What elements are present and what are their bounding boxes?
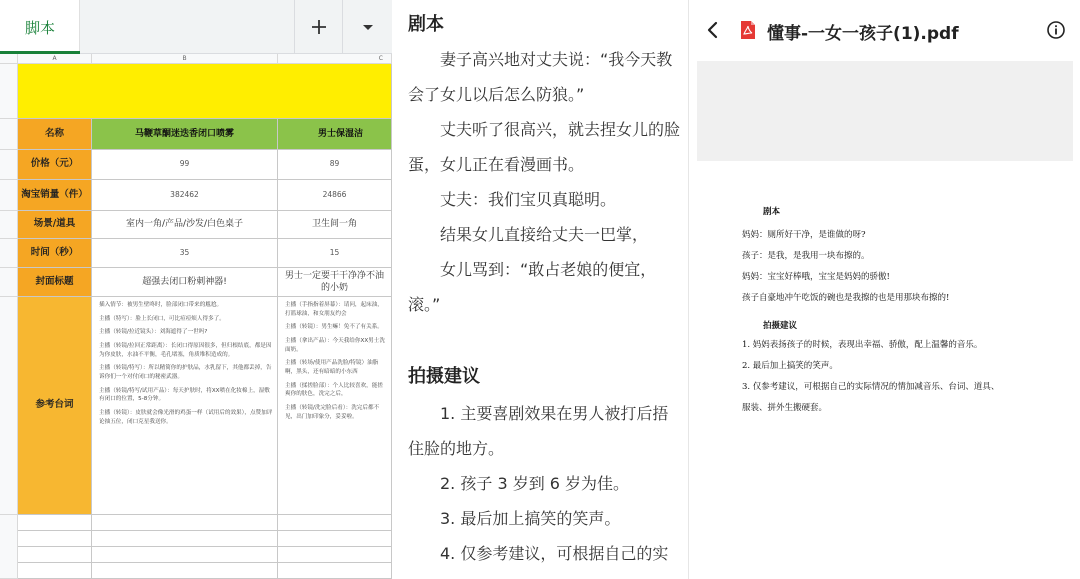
- empty-cell[interactable]: [18, 563, 92, 579]
- column-header-c[interactable]: C: [278, 54, 392, 64]
- pdf-header-bar: [689, 0, 1080, 60]
- product-a-sales[interactable]: 382462: [92, 180, 278, 211]
- back-arrow-icon: [701, 18, 725, 42]
- product-b-time[interactable]: 15: [278, 239, 392, 268]
- doc-section-heading: 拍摄建议: [408, 366, 480, 387]
- empty-cell[interactable]: [278, 515, 392, 531]
- sheet-grid: [0, 54, 392, 579]
- doc-paragraph: 结果女儿直接给丈夫一巴掌，: [440, 225, 649, 244]
- doc-list-item: 1. 主要喜剧效果在男人被打后捂住脸的地方。: [408, 404, 669, 458]
- info-button[interactable]: [1046, 20, 1066, 40]
- doc-paragraph: 女儿骂到：“敢占老娘的便宜，滚。”: [408, 260, 657, 314]
- empty-cell[interactable]: [278, 547, 392, 563]
- script-line: 主播（转镜/特写）：所以精简你的护肤品，水乳留下，其他都丢掉，告诉你们一个对付闭口的秘密武器。: [99, 365, 272, 380]
- script-line: 主播（特写）：脸上长闭口，可比痘痘烦人得多了。: [99, 315, 225, 322]
- product-b-sales[interactable]: 24866: [278, 180, 392, 211]
- script-line: 主播（转镜）：皮肤就会像光滑的鸡蛋一样（试用后的效果），点赞加评论抽五位，闭口克星我送你。: [99, 409, 273, 425]
- pdf-list-item: 2. 最后加上搞笑的笑声。: [742, 361, 838, 371]
- empty-cell[interactable]: [92, 547, 278, 563]
- banner-cell[interactable]: [18, 64, 392, 119]
- doc-list-item: 2. 孩子 3 岁到 6 岁为佳。: [440, 474, 630, 493]
- product-a-scene[interactable]: 室内一角/产品/沙发/白色桌子: [92, 211, 278, 239]
- label-script[interactable]: 参考台词: [18, 297, 92, 515]
- product-b-cover[interactable]: [278, 268, 392, 297]
- pdf-dialog-line: 孩子：是我，是我用一块布擦的。: [742, 251, 870, 261]
- product-a-price[interactable]: 99: [92, 150, 278, 180]
- pdf-file-icon: [739, 20, 757, 40]
- script-line: 主播（拿出产品）：今天我给你XX男士洗面奶。: [285, 337, 385, 353]
- empty-cell[interactable]: [18, 547, 92, 563]
- script-line: 主播（揉搓脸部）：个人比较喜欢，能搓爽你的肤色，洗完之后，: [285, 382, 383, 398]
- pdf-page-heading: 剧本: [763, 207, 781, 217]
- pdf-viewer-panel: [688, 0, 1080, 579]
- script-line: 主播（转镜/洗完脸后看）：洗完后都不见，出门加印象分，妥妥啦。: [285, 404, 380, 420]
- row-header[interactable]: [0, 211, 18, 239]
- add-sheet-button[interactable]: [294, 0, 342, 54]
- product-b-name[interactable]: 男士保湿洁: [278, 119, 392, 150]
- script-line: 主播（手指指着屏幕）：请问，起床油，打篮球油，和女朋友约会: [285, 302, 383, 317]
- pdf-title: 懂事-一女一孩子(1).pdf: [767, 24, 959, 44]
- pdf-dialog-line: 孩子自豪地冲午吃饭的碗也是我擦的也是用那块布擦的!: [742, 293, 950, 303]
- dropdown-icon: [361, 22, 375, 32]
- back-button[interactable]: [701, 18, 725, 42]
- empty-cell[interactable]: [92, 515, 278, 531]
- sheet-toolbar: [0, 0, 392, 54]
- script-line: 主播（转镜/特写/试用产品）：每天护肤时，将XX喷在化妆棉上，湿敷有闭口的位置，5-8分钟。: [99, 387, 270, 403]
- pdf-section-heading: 拍摄建议: [763, 321, 798, 331]
- doc-list-item: 3. 最后加上搞笑的笑声。: [440, 509, 621, 528]
- empty-cell[interactable]: [278, 531, 392, 547]
- pdf-list-item: 1. 妈妈表扬孩子的时候，表现出幸福、骄傲，配上温馨的音乐。: [742, 340, 983, 350]
- empty-cell[interactable]: [278, 563, 392, 579]
- pdf-page-content: [729, 205, 1059, 419]
- row-header[interactable]: [0, 150, 18, 180]
- label-time[interactable]: 时间（秒）: [18, 239, 92, 268]
- document-panel: [392, 0, 688, 579]
- row-header[interactable]: [0, 64, 18, 119]
- pdf-page-gap: [697, 61, 1073, 161]
- script-line: 主播（转场/使用产品洗脸/特镜）油脂啊，黑头，还有暗暗的小东西: [285, 360, 379, 375]
- empty-cell[interactable]: [18, 515, 92, 531]
- product-a-time[interactable]: 35: [92, 239, 278, 268]
- product-b-scene[interactable]: 卫生间一角: [278, 211, 392, 239]
- row-header[interactable]: [0, 515, 18, 579]
- column-header-a[interactable]: A: [18, 54, 92, 64]
- product-b-cover-line2: 的小奶: [320, 283, 348, 293]
- doc-paragraph: 丈夫听了很高兴，就去捏女儿的脸蛋，女儿正在看漫画书。: [408, 120, 681, 174]
- pdf-dialog-line: 妈妈：厕所好干净，是谁做的呀?: [742, 230, 866, 240]
- sheet-tab-script[interactable]: [0, 0, 80, 54]
- product-b-price[interactable]: 89: [278, 150, 392, 180]
- doc-paragraph: 妻子高兴地对丈夫说：“我今天教会了女儿以后怎么防狼。”: [408, 50, 673, 104]
- row-header[interactable]: [0, 119, 18, 150]
- row-header[interactable]: [0, 180, 18, 211]
- script-line: 主播（转镜/拉回正常距离）：长闭口得原因很多，但归根结底，都是因为你皮肤，水油不平衡，毛孔堵塞，角质堆积造成的。: [99, 342, 272, 358]
- sheet-tab-label: 脚本: [24, 19, 55, 37]
- doc-paragraph: 丈夫：我们宝贝真聪明。: [440, 190, 617, 209]
- label-cover[interactable]: 封面标题: [18, 268, 92, 297]
- product-b-script[interactable]: [278, 297, 392, 515]
- sheet-menu-button[interactable]: [342, 0, 392, 54]
- script-line: 插入情节：被男生壁咚时，脸部闭口带来的尴尬。: [99, 302, 223, 308]
- doc-heading: 剧本: [408, 14, 444, 35]
- empty-cell[interactable]: [92, 531, 278, 547]
- product-a-script[interactable]: [92, 297, 278, 515]
- product-b-cover-line1: 男士一定要干干净净不油: [284, 270, 384, 281]
- label-name[interactable]: 名称: [18, 119, 92, 150]
- doc-list-item: 4. 仅参考建议，可根据自己的实: [440, 544, 669, 563]
- corner-cell[interactable]: [0, 54, 18, 64]
- row-header[interactable]: [0, 239, 18, 268]
- label-sales[interactable]: 淘宝销量（件）: [18, 180, 92, 211]
- product-a-name[interactable]: 马鞭草酮迷迭香闭口喷雾: [92, 119, 278, 150]
- pdf-list-item: 3. 仅参考建议，可根据自己的实际情况的情加减音乐、台词、道具、: [742, 382, 1000, 392]
- empty-cell[interactable]: [92, 563, 278, 579]
- row-header[interactable]: [0, 297, 18, 515]
- empty-cell[interactable]: [18, 531, 92, 547]
- product-a-cover[interactable]: 超强去闭口粉刺神器!: [92, 268, 278, 297]
- info-icon: [1046, 20, 1066, 40]
- pdf-list-item: 服装、拼外生搬硬套。: [742, 403, 828, 413]
- plus-icon: [310, 18, 328, 36]
- label-scene[interactable]: 场景/道具: [18, 211, 92, 239]
- label-price[interactable]: 价格（元）: [18, 150, 92, 180]
- spreadsheet-panel: [0, 0, 392, 579]
- script-line: 主播（转镜/拉近镜头）：刘海遮得了一世吗?: [99, 329, 208, 336]
- script-line: 主播（转镜）：男生嘛！免不了有关系。: [285, 324, 383, 331]
- row-header[interactable]: [0, 268, 18, 297]
- column-header-b[interactable]: B: [92, 54, 278, 64]
- pdf-dialog-line: 妈妈：宝宝好棒哦，宝宝是妈妈的骄傲!: [742, 272, 890, 282]
